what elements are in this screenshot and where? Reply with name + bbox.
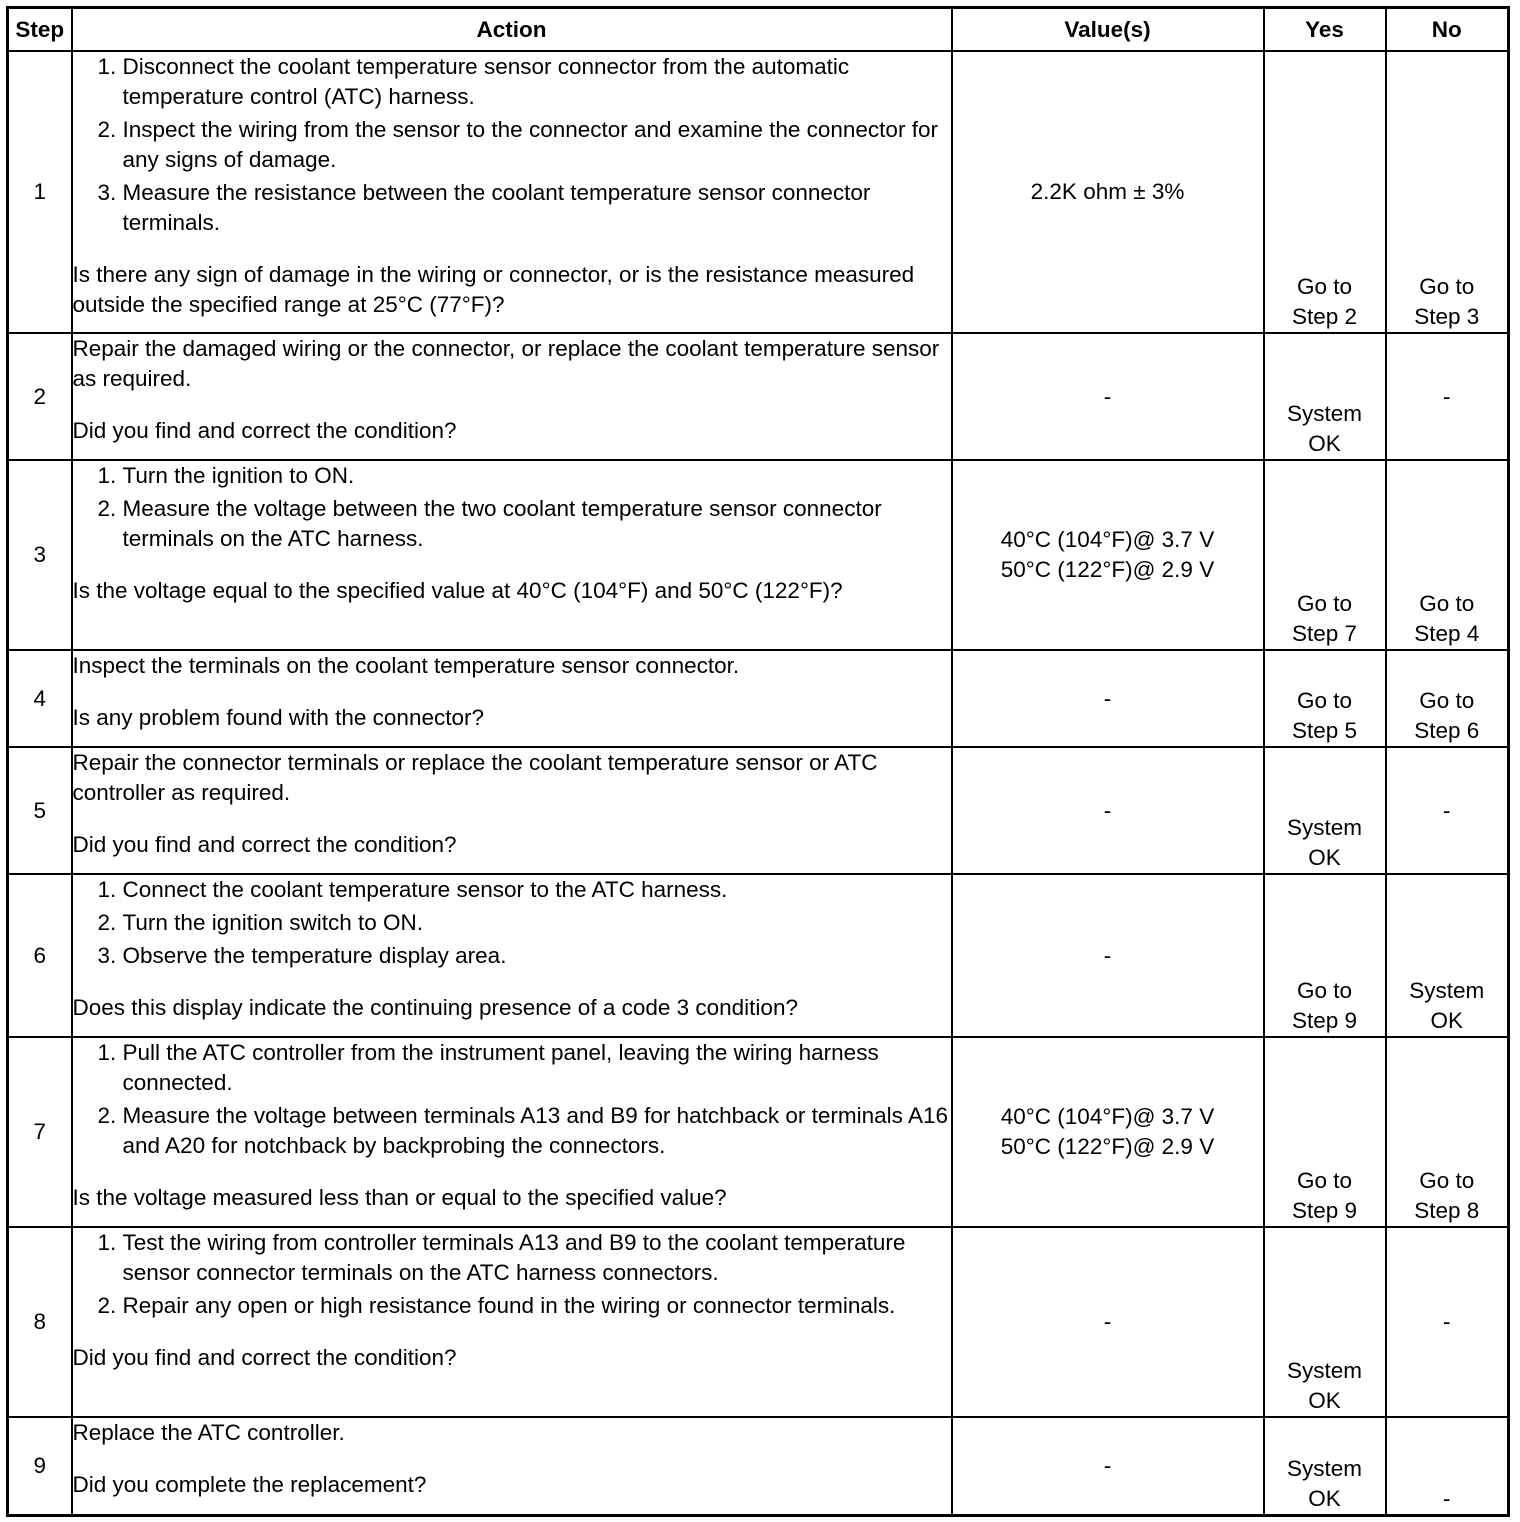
yes-outcome-line: Step 9 — [1291, 1008, 1358, 1033]
table-row — [8, 874, 1509, 1037]
table-row — [8, 333, 1509, 460]
action-question: Did you find and correct the condition? — [72, 832, 457, 857]
no-outcome-line: Go to — [1419, 688, 1475, 713]
value-cell — [952, 1037, 1264, 1227]
action-steps-list — [73, 52, 951, 238]
action-cell — [72, 51, 952, 333]
yes-outcome-line: System — [1286, 1358, 1362, 1383]
no-outcome-line: Step 3 — [1414, 304, 1480, 329]
yes-outcome-line: System — [1286, 1455, 1362, 1481]
value-cell — [952, 747, 1264, 874]
no-outcome-cell — [1386, 874, 1509, 1037]
action-cell — [72, 650, 952, 747]
action-instruction: Repair the damaged wiring or the connector, or replace the coolant temperature sensor as required. — [72, 336, 940, 391]
action-question: Is any problem found with the connector? — [72, 705, 484, 730]
yes-outcome-line: System — [1286, 815, 1362, 840]
value-cell — [952, 874, 1264, 1037]
action-cell — [72, 1417, 952, 1515]
header-row — [8, 8, 1509, 52]
action-cell — [72, 747, 952, 874]
yes-outcome-cell — [1264, 747, 1386, 874]
yes-outcome-cell — [1264, 1037, 1386, 1227]
action-question: Is there any sign of damage in the wiring or connector, or is the resistance measured outside the specified range at 25°C (77°F)? — [72, 262, 915, 317]
action-step-item: 1. Connect the coolant temperature sensor to the ATC harness. — [123, 875, 951, 905]
yes-outcome-line: Step 9 — [1291, 1198, 1358, 1223]
action-cell — [72, 460, 952, 650]
action-step-item: 2. Inspect the wiring from the sensor to the connector and examine the connector for any signs of damage. — [123, 115, 951, 175]
no-outcome-line: - — [1443, 1485, 1451, 1511]
action-instruction: Repair the connector terminals or replace the coolant temperature sensor or ATC controller as required. — [72, 750, 878, 805]
no-outcome-line: Step 4 — [1414, 621, 1480, 646]
action-step-item: 1. Turn the ignition to ON. — [123, 461, 951, 491]
yes-outcome-cell — [1264, 333, 1386, 460]
step-number: 2 — [8, 333, 72, 460]
action-cell — [72, 874, 952, 1037]
value-cell — [952, 333, 1264, 460]
yes-outcome-line: Go to — [1296, 978, 1353, 1003]
no-outcome-line: Go to — [1419, 1168, 1475, 1193]
no-outcome-cell — [1386, 1417, 1509, 1515]
step-number: 5 — [8, 747, 72, 874]
action-question: Did you find and correct the condition? — [72, 418, 457, 443]
yes-outcome-cell — [1264, 650, 1386, 747]
table-row — [8, 747, 1509, 874]
action-step-item: 1. Disconnect the coolant temperature sensor connector from the automatic temperature control (ATC) harness. — [123, 52, 951, 112]
header-no: No — [1386, 8, 1509, 52]
action-step-item: 1. Pull the ATC controller from the instrument panel, leaving the wiring harness connected. — [123, 1038, 951, 1098]
step-number: 4 — [8, 650, 72, 747]
value-line: - — [1103, 685, 1112, 711]
table-row — [8, 1417, 1509, 1515]
value-cell — [952, 51, 1264, 333]
no-outcome-cell — [1386, 747, 1509, 874]
yes-outcome-line: Go to — [1296, 274, 1353, 299]
action-question: Did you find and correct the condition? — [72, 1345, 457, 1370]
table-row — [8, 460, 1509, 650]
action-steps-list — [73, 1038, 951, 1161]
action-question: Did you complete the replacement? — [72, 1472, 427, 1497]
no-outcome-line: Go to — [1419, 274, 1475, 299]
action-instruction: Inspect the terminals on the coolant temperature sensor connector. — [72, 653, 740, 678]
table-row — [8, 1037, 1509, 1227]
yes-outcome-line: Step 2 — [1291, 304, 1358, 329]
step-number: 9 — [8, 1417, 72, 1515]
yes-outcome-line: OK — [1308, 1485, 1341, 1511]
no-outcome-cell — [1386, 51, 1509, 333]
value-line: 50°C (122°F)@ 2.9 V — [1000, 557, 1215, 582]
yes-outcome-line: OK — [1308, 431, 1341, 456]
action-question: Does this display indicate the continuing presence of a code 3 condition? — [72, 995, 798, 1020]
no-outcome-line: Go to — [1419, 591, 1475, 616]
yes-outcome-cell — [1264, 1227, 1386, 1417]
yes-outcome-cell — [1264, 1417, 1386, 1515]
step-number: 3 — [8, 460, 72, 650]
no-outcome-line: OK — [1430, 1008, 1463, 1033]
no-outcome-line: - — [1443, 383, 1451, 409]
action-steps-list — [73, 461, 951, 554]
action-cell — [72, 1227, 952, 1417]
action-step-item: 2. Repair any open or high resistance found in the wiring or connector terminals. — [123, 1291, 951, 1321]
table-body — [8, 51, 1509, 1515]
value-line: - — [1103, 797, 1112, 823]
yes-outcome-line: Step 7 — [1291, 621, 1358, 646]
value-cell — [952, 1227, 1264, 1417]
action-steps-list — [73, 875, 951, 971]
action-step-item: 2. Measure the voltage between terminals A13 and B9 for hatchback or terminals A16 and A20 for notchback by backprobing the connectors. — [123, 1101, 951, 1161]
no-outcome-cell — [1386, 1037, 1509, 1227]
value-line: 40°C (104°F)@ 3.7 V — [1000, 527, 1215, 552]
no-outcome-line: - — [1443, 797, 1451, 823]
action-instruction: Replace the ATC controller. — [72, 1420, 345, 1445]
no-outcome-cell — [1386, 333, 1509, 460]
value-cell — [952, 1417, 1264, 1515]
yes-outcome-line: Step 5 — [1291, 718, 1358, 743]
value-line: 2.2K ohm ± 3% — [1030, 179, 1185, 204]
action-question: Is the voltage equal to the specified value at 40°C (104°F) and 50°C (122°F)? — [72, 578, 843, 603]
action-step-item: 2. Measure the voltage between the two coolant temperature sensor connector terminals on the ATC harness. — [123, 494, 951, 554]
no-outcome-line: - — [1443, 1309, 1451, 1334]
no-outcome-cell — [1386, 460, 1509, 650]
action-steps-list — [73, 1228, 951, 1321]
no-outcome-cell — [1386, 1227, 1509, 1417]
table-row — [8, 650, 1509, 747]
no-outcome-line: System — [1409, 978, 1485, 1003]
yes-outcome-cell — [1264, 460, 1386, 650]
no-outcome-line: Step 6 — [1414, 718, 1480, 743]
action-step-item: 3. Measure the resistance between the coolant temperature sensor connector terminals. — [123, 178, 951, 238]
yes-outcome-line: Go to — [1296, 591, 1353, 616]
yes-outcome-line: OK — [1308, 1388, 1341, 1413]
yes-outcome-line: OK — [1308, 845, 1341, 870]
value-line: - — [1103, 383, 1112, 409]
step-number: 8 — [8, 1227, 72, 1417]
diagnostic-table — [6, 6, 1510, 1517]
table-row — [8, 1227, 1509, 1417]
yes-outcome-cell — [1264, 51, 1386, 333]
action-step-item: 1. Test the wiring from controller terminals A13 and B9 to the coolant temperature sensor connector terminals on the ATC harness connectors. — [123, 1228, 951, 1288]
yes-outcome-line: Go to — [1296, 1168, 1353, 1193]
action-step-item: 3. Observe the temperature display area. — [123, 941, 951, 971]
action-step-item: 2. Turn the ignition switch to ON. — [123, 908, 951, 938]
header-action: Action — [72, 8, 952, 52]
action-cell — [72, 1037, 952, 1227]
header-yes: Yes — [1264, 8, 1386, 52]
table-row — [8, 51, 1509, 333]
value-line: - — [1103, 1309, 1112, 1334]
step-number: 1 — [8, 51, 72, 333]
action-question: Is the voltage measured less than or equal to the specified value? — [72, 1185, 727, 1210]
step-number: 6 — [8, 874, 72, 1037]
value-line: - — [1103, 942, 1112, 968]
no-outcome-cell — [1386, 650, 1509, 747]
header-values: Value(s) — [952, 8, 1264, 52]
yes-outcome-line: Go to — [1296, 688, 1353, 713]
no-outcome-line: Step 8 — [1414, 1198, 1480, 1223]
value-cell — [952, 650, 1264, 747]
yes-outcome-line: System — [1286, 401, 1362, 426]
value-cell — [952, 460, 1264, 650]
step-number: 7 — [8, 1037, 72, 1227]
value-line: 50°C (122°F)@ 2.9 V — [1000, 1134, 1215, 1159]
value-line: 40°C (104°F)@ 3.7 V — [1000, 1104, 1215, 1129]
action-cell — [72, 333, 952, 460]
header-step: Step — [8, 8, 72, 52]
yes-outcome-cell — [1264, 874, 1386, 1037]
value-line: - — [1103, 1452, 1112, 1478]
